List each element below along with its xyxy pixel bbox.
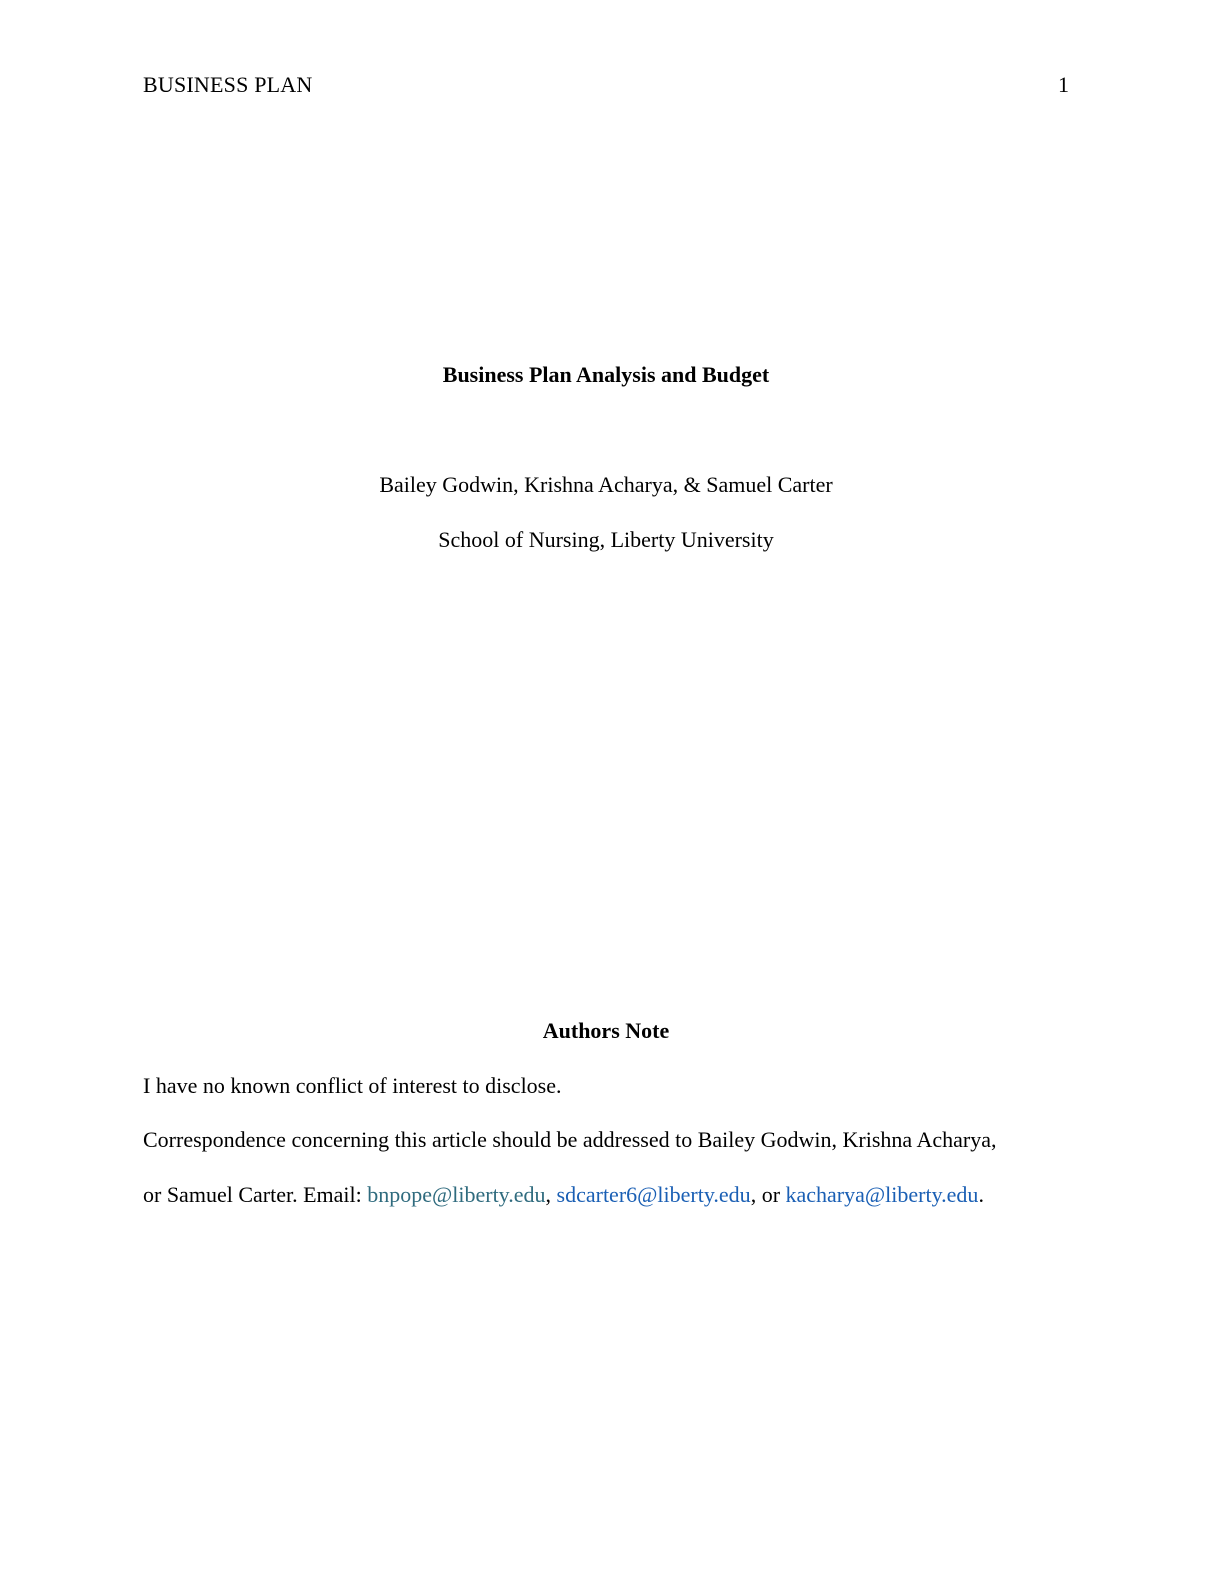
email-prefix: or Samuel Carter. Email: [143, 1182, 368, 1207]
page-number: 1 [1058, 72, 1069, 97]
author-names: Bailey Godwin, Krishna Acharya, & Samuel Carter [379, 472, 833, 497]
email-link-sdcarter6[interactable]: sdcarter6@liberty.edu [556, 1182, 751, 1207]
institution-affiliation: School of Nursing, Liberty University [438, 527, 774, 552]
email-separator-or: , or [750, 1182, 786, 1207]
conflict-statement: I have no known conflict of interest to disclose. [143, 1073, 562, 1098]
email-link-kacharya[interactable]: kacharya@liberty.edu [785, 1182, 979, 1207]
paper-title: Business Plan Analysis and Budget [442, 362, 770, 387]
author-note-heading: Authors Note [542, 1018, 670, 1043]
running-head: BUSINESS PLAN [143, 72, 313, 97]
email-link-bnpope[interactable]: bnpope@liberty.edu [367, 1182, 546, 1207]
end-period: . [978, 1182, 984, 1207]
correspondence-text: Correspondence concerning this article should be addressed to Bailey Godwin, Krishna Acharya, [143, 1127, 997, 1152]
email-line [143, 1182, 984, 1208]
email-separator: , [545, 1182, 557, 1207]
